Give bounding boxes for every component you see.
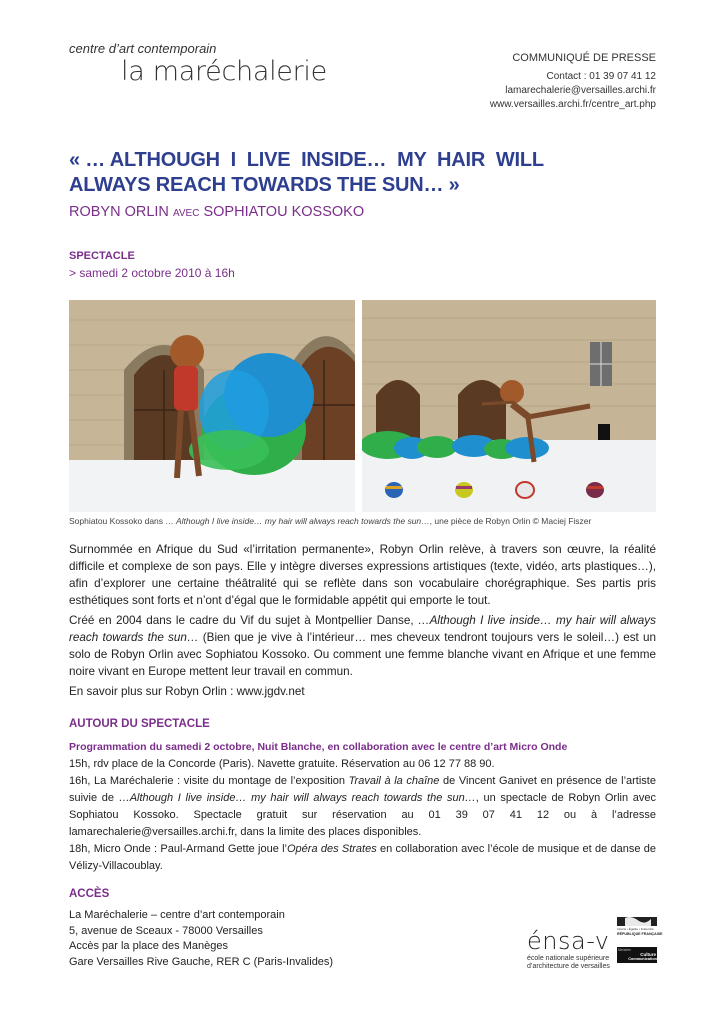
press-label: COMMUNIQUÉ DE PRESSE — [512, 52, 656, 64]
ensa-logo-text: énsa-v — [527, 927, 610, 955]
contact-website[interactable]: www.versailles.archi.fr/centre_art.php — [489, 99, 656, 110]
programme-line: Programmation du samedi 2 octobre, Nuit Blanche, en collaboration avec le centre d’art Micro Onde — [69, 741, 568, 753]
rf-ministry: Ministère — [618, 948, 631, 952]
event-label: SPECTACLE — [69, 250, 135, 262]
more-info-line: En savoir plus sur Robyn Orlin : www.jgdv.net — [69, 685, 305, 698]
p2-part-b: (Bien que je vive à l’intérieur… mes cheveux tendront toujours vers le soleil…) est un solo de Robyn Orlin avec Sophiatou Kossoko. Ou comment une femme blanche vivant en Afrique et une femme noire vivant en Europe mettent leur travail en commun. — [69, 631, 656, 678]
p16-part-b: de Vincent Ganivet en présence de l’artiste suivie de — [69, 775, 656, 804]
ministry-culture-logo — [617, 917, 663, 963]
contact-phone: Contact : 01 39 07 41 12 — [546, 71, 656, 82]
title-line-2: ALWAYS REACH TOWARDS THE SUN… » — [69, 174, 460, 196]
brand-logo-text: la maréchalerie — [121, 56, 327, 87]
p16-part-c: , un spectacle de Robyn Orlin avec Sophiatou Kossoko. Spectacle gratuit sur réservation au 01 39 07 41 12 ou à l’adresse lamarechalerie@versailles.archi.fr, dans la limite des places disponibles. — [69, 792, 656, 838]
rf-communication: Communication — [628, 957, 657, 961]
page-title — [69, 148, 589, 198]
artist-1: ROBYN ORLIN — [69, 204, 169, 220]
p2-work-title: …Although I live inside… my hair will always reach towards the sun… — [69, 614, 656, 644]
address-line: 5, avenue de Sceaux - 78000 Versailles — [69, 924, 263, 937]
programme-16h — [69, 773, 656, 841]
contact-block — [490, 51, 656, 112]
description-paragraph-2 — [69, 612, 656, 680]
title-line-1: « … ALTHOUGH I LIVE INSIDE… MY HAIR WILL — [69, 149, 544, 171]
contact-email[interactable]: lamarechalerie@versailles.archi.fr — [505, 85, 656, 96]
artists-line — [69, 204, 364, 220]
p18-part-a: 18h, Micro Onde : Paul-Armand Gette joue l’ — [69, 843, 287, 855]
ensa-logo — [527, 927, 610, 971]
programme-15h: 15h, rdv place de la Concorde (Paris). Navette gratuite. Réservation au 06 12 77 88 90. — [69, 758, 495, 770]
autour-heading: AUTOUR DU SPECTACLE — [69, 718, 210, 730]
address-block — [69, 908, 333, 970]
ensa-subtitle-2: d’architecture de versailles — [527, 963, 610, 970]
caption-suffix: , une pièce de Robyn Orlin © Maciej Fiszer — [429, 516, 592, 526]
acces-heading: ACCÈS — [69, 888, 110, 900]
performance-photo-2 — [362, 300, 656, 512]
p16-show-title: …Although I live inside… my hair will always reach towards the sun… — [118, 792, 476, 804]
rf-motto: Liberté • Égalité • Fraternité — [617, 927, 654, 931]
artist-2: SOPHIATOU KOSSOKO — [203, 204, 365, 220]
rf-republique: RÉPUBLIQUE FRANÇAISE — [617, 932, 663, 936]
p16-part-a: 16h, La Maréchalerie : visite du montage de l’exposition — [69, 775, 349, 787]
brand-subtitle: centre d’art contemporain — [69, 41, 217, 56]
p18-part-b: en collaboration avec l’école de musique et de danse de Vélizy-Villacoublay. — [69, 843, 656, 872]
description-paragraph-1: Surnommée en Afrique du Sud «l’irritation permanente», Robyn Orlin relève, à travers son œuvre, la réalité difficile et complexe de son pays. Elle y intègre diverses expressions artistiques (texte, vidéo, arts plastiques…), afin d’explorer une certaine théâtralité qui se reflète dans son vocabulaire chorégraphique. Ses partis pris esthétiques sont forts et n’ont d’égal que le formidable appétit qui emporte le tout. — [69, 543, 656, 607]
avec-word: AVEC — [172, 208, 200, 219]
address-line: La Maréchalerie – centre d’art contemporain — [69, 909, 285, 921]
address-line: Gare Versailles Rive Gauche, RER C (Paris-Invalides) — [69, 955, 334, 968]
address-line: Accès par la place des Manèges — [69, 940, 228, 952]
p18-opera-title: Opéra des Strates — [287, 843, 377, 855]
caption-prefix: Sophiatou Kossoko dans — [69, 516, 166, 526]
description-body — [69, 541, 656, 700]
performance-photo-1 — [69, 300, 355, 512]
ensa-subtitle-1: école nationale supérieure — [527, 955, 610, 962]
programme-18h — [69, 841, 656, 875]
autour-body — [69, 739, 656, 875]
event-date: > samedi 2 octobre 2010 à 16h — [69, 266, 235, 280]
rf-culture: Culture — [640, 952, 656, 957]
caption-work-title: … Although I live inside… my hair will always reach towards the sun… — [165, 516, 430, 526]
photo-caption — [69, 516, 669, 526]
p16-exhibition-title: Travail à la chaîne — [348, 775, 440, 787]
p2-part-a: Créé en 2004 dans le cadre du Vif du sujet à Montpellier Danse, — [69, 614, 418, 627]
